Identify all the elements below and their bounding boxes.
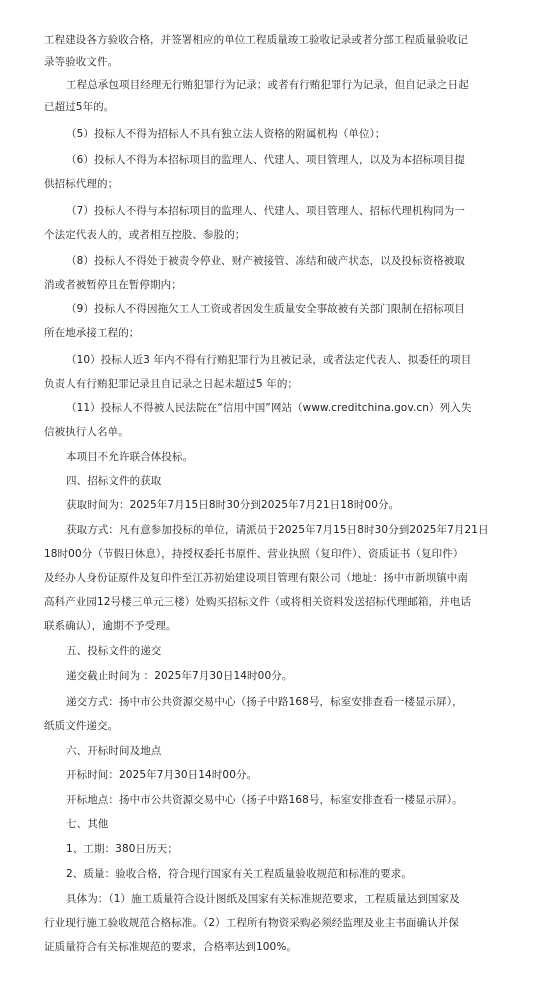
text-line: 纸质文件递交。: [44, 720, 119, 732]
text-line: 负责人有行贿犯罪记录且自记录之日起未超过5 年的；: [44, 378, 299, 390]
section-heading: 五、投标文件的递交: [66, 645, 162, 657]
section-heading: 四、招标文件的获取: [66, 475, 162, 487]
text-line: （7）投标人不得与本招标项目的监理人、代建人、项目管理人、招标代理机构同为一: [66, 205, 465, 217]
text-line: （8）投标人不得处于被责令停业、财产被接管、冻结和破产状态，以及投标资格被取: [66, 255, 465, 267]
text-line: 个法定代表人的，或者相互控股、参股的；: [44, 229, 246, 241]
section-heading: 七、其他: [66, 818, 109, 830]
text-line: （10）投标人近3 年内不得有行贿犯罪行为且被记录，或者法定代表人、拟委任的项目: [66, 354, 472, 366]
text-line: 已超过5年的。: [44, 101, 115, 113]
text-line: 消或者被暂停且在暂停期内；: [44, 279, 182, 291]
text-line: 递交方式：扬中市公共资源交易中心（扬子中路168号，标室安排查看一楼显示屏），: [66, 696, 463, 708]
text-line: 2、质量：验收合格，符合现行国家有关工程质量验收规范和标准的要求。: [66, 868, 412, 880]
text-line: 及经办人身份证原件及复印件至江苏初始建设项目管理有限公司（地址：扬中市新坝镇中南: [44, 572, 468, 584]
text-line: 所在地承接工程的；: [44, 327, 140, 339]
text-line: 证质量符合有关标准规范的要求，合格率达到100%。: [44, 941, 298, 953]
text-line: 1、工期：380日历天；: [66, 843, 178, 855]
text-line: 联系确认），逾期不予受理。: [44, 620, 177, 632]
text-line: 工程总承包项目经理无行贿犯罪行为记录；或者有行贿犯罪行为记录，但自记录之日起: [66, 79, 469, 91]
text-line: （6）投标人不得为本招标项目的监理人、代建人、项目管理人，以及为本招标项目提: [66, 154, 465, 166]
text-line: 18时00分（节假日休息），持授权委托书原件、营业执照（复印件）、资质证书（复印件）: [44, 548, 464, 560]
text-line: 获取方式：凡有意参加投标的单位，请派员于2025年7月15日8时30分到2025年7月21日: [66, 524, 489, 536]
text-line: 高科产业园12号楼三单元三楼）处购买招标文件（或将相关资料发送招标代理邮箱，并电话: [44, 596, 471, 608]
text-line: 具体为：（1）施工质量符合设计图纸及国家有关标准规范要求，工程质量达到国家及: [66, 893, 460, 905]
text-line: 递交截止时间为 ：2025年7月30日14时00分。: [66, 670, 293, 682]
text-line: 获取时间为：2025年7月15日8时30分到2025年7月21日18时00分。: [66, 499, 400, 511]
text-line: 本项目不允许联合体投标。: [66, 451, 194, 463]
text-line: 开标时间：2025年7月30日14时00分。: [66, 769, 258, 781]
text-line: 行业现行施工验收规范合格标准。（2）工程所有物资采购必须经监理及业主书面确认并保: [44, 917, 459, 929]
text-line: 信被执行人名单。: [44, 426, 129, 438]
text-line: 录等验收文件。: [44, 56, 119, 68]
text-line: （5）投标人不得为招标人不具有独立法人资格的附属机构（单位）；: [66, 128, 386, 140]
text-line: 开标地点：扬中市公共资源交易中心（扬子中路168号，标室安排查看一楼显示屏）。: [66, 794, 463, 806]
text-line: （11）投标人不得被人民法院在“信用中国”网站（www.creditchina.gov.cn）列入失: [66, 402, 472, 414]
text-line: 供招标代理的；: [44, 178, 119, 190]
text-line: （9）投标人不得因拖欠工人工资或者因发生质量安全事故被有关部门限制在招标项目: [66, 303, 465, 315]
text-line: 工程建设各方验收合格，并签署相应的单位工程质量竣工验收记录或者分部工程质量验收记: [44, 34, 468, 46]
section-heading: 六、开标时间及地点: [66, 745, 162, 757]
